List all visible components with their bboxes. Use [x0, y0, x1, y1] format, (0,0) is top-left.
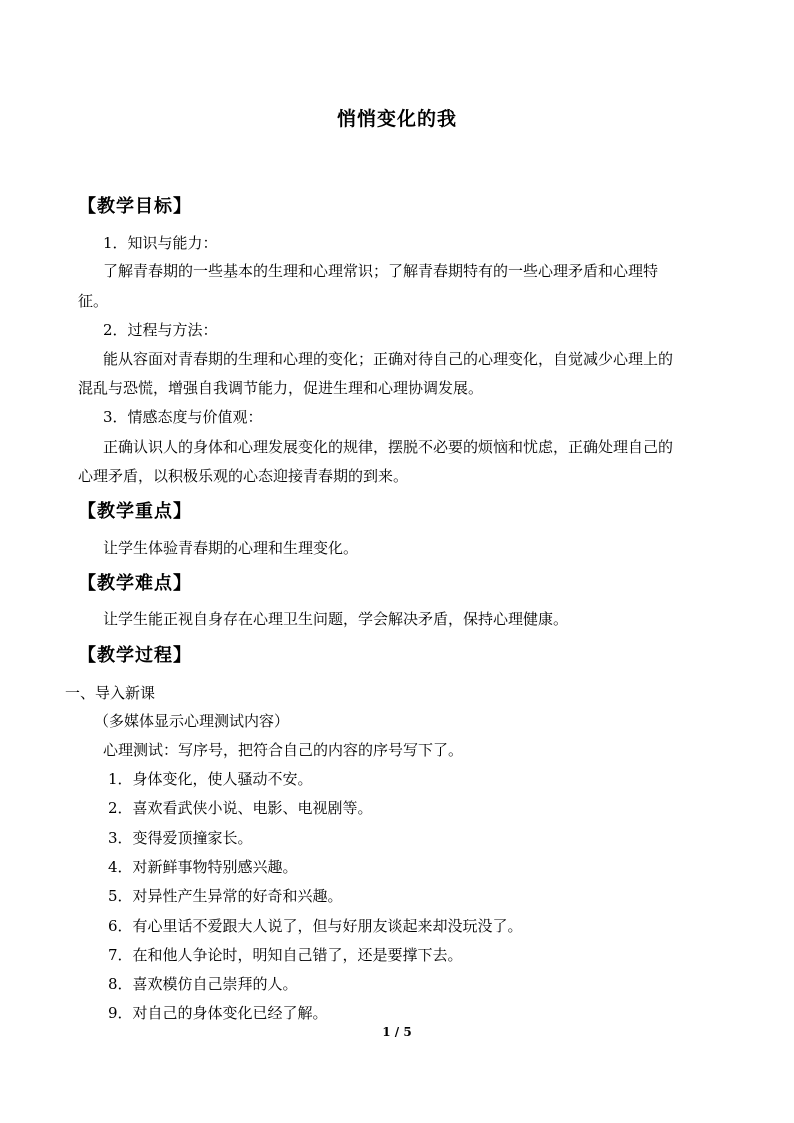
test-item: 6．有心里话不爱跟大人说了，但与好朋友谈起来却没玩没了。: [108, 917, 523, 935]
goal-attitude-text: 正确认识人的身体和心理发展变化的规律，摆脱不必要的烦恼和忧虑，正确处理自己的: [103, 438, 674, 456]
goal-knowledge-text-cont: 征。: [78, 292, 109, 310]
test-item: 7．在和他人争论时，明知自己错了，还是要撑下去。: [108, 946, 463, 964]
process-multimedia-note: （多媒体显示心理测试内容）: [94, 712, 290, 730]
key-point-text: 让学生体验青春期的心理和生理变化。: [103, 539, 359, 557]
test-item: 4．对新鲜事物特别感兴趣。: [108, 858, 298, 876]
page-number: 1 / 5: [382, 1025, 412, 1039]
goal-attitude-text-cont: 心理矛盾，以积极乐观的心态迎接青春期的到来。: [78, 467, 409, 485]
heading-teaching-process: 【教学过程】: [78, 645, 192, 666]
goal-knowledge-label: 1．知识与能力：: [103, 234, 218, 252]
process-section-intro: 一、导入新课: [65, 684, 156, 702]
test-item: 1．身体变化，使人骚动不安。: [108, 770, 313, 788]
goal-process-text-cont: 混乱与恐慌，增强自我调节能力，促进生理和心理协调发展。: [78, 379, 484, 397]
test-item: 8．喜欢模仿自己崇拜的人。: [108, 975, 298, 993]
goal-knowledge-text: 了解青春期的一些基本的生理和心理常识；了解青春期特有的一些心理矛盾和心理特: [103, 262, 659, 280]
goal-attitude-label: 3．情感态度与价值观：: [103, 408, 263, 426]
goal-process-label: 2．过程与方法：: [103, 321, 218, 339]
heading-teaching-goals: 【教学目标】: [78, 196, 192, 217]
process-test-instruction: 心理测试：写序号，把符合自己的内容的序号写下了。: [103, 741, 464, 759]
heading-difficult-points: 【教学难点】: [78, 573, 192, 594]
test-item: 3．变得爱顶撞家长。: [108, 829, 253, 847]
document-title: 悄悄变化的我: [336, 108, 457, 130]
difficult-point-text: 让学生能正视自身存在心理卫生问题，学会解决矛盾，保持心理健康。: [103, 610, 569, 628]
test-item: 5．对异性产生异常的好奇和兴趣。: [108, 887, 343, 905]
heading-key-points: 【教学重点】: [78, 501, 192, 522]
goal-process-text: 能从容面对青春期的生理和心理的变化；正确对待自己的心理变化，自觉减少心理上的: [103, 350, 674, 368]
test-item: 2．喜欢看武侠小说、电影、电视剧等。: [108, 799, 373, 817]
test-item: 9．对自己的身体变化已经了解。: [108, 1004, 328, 1022]
